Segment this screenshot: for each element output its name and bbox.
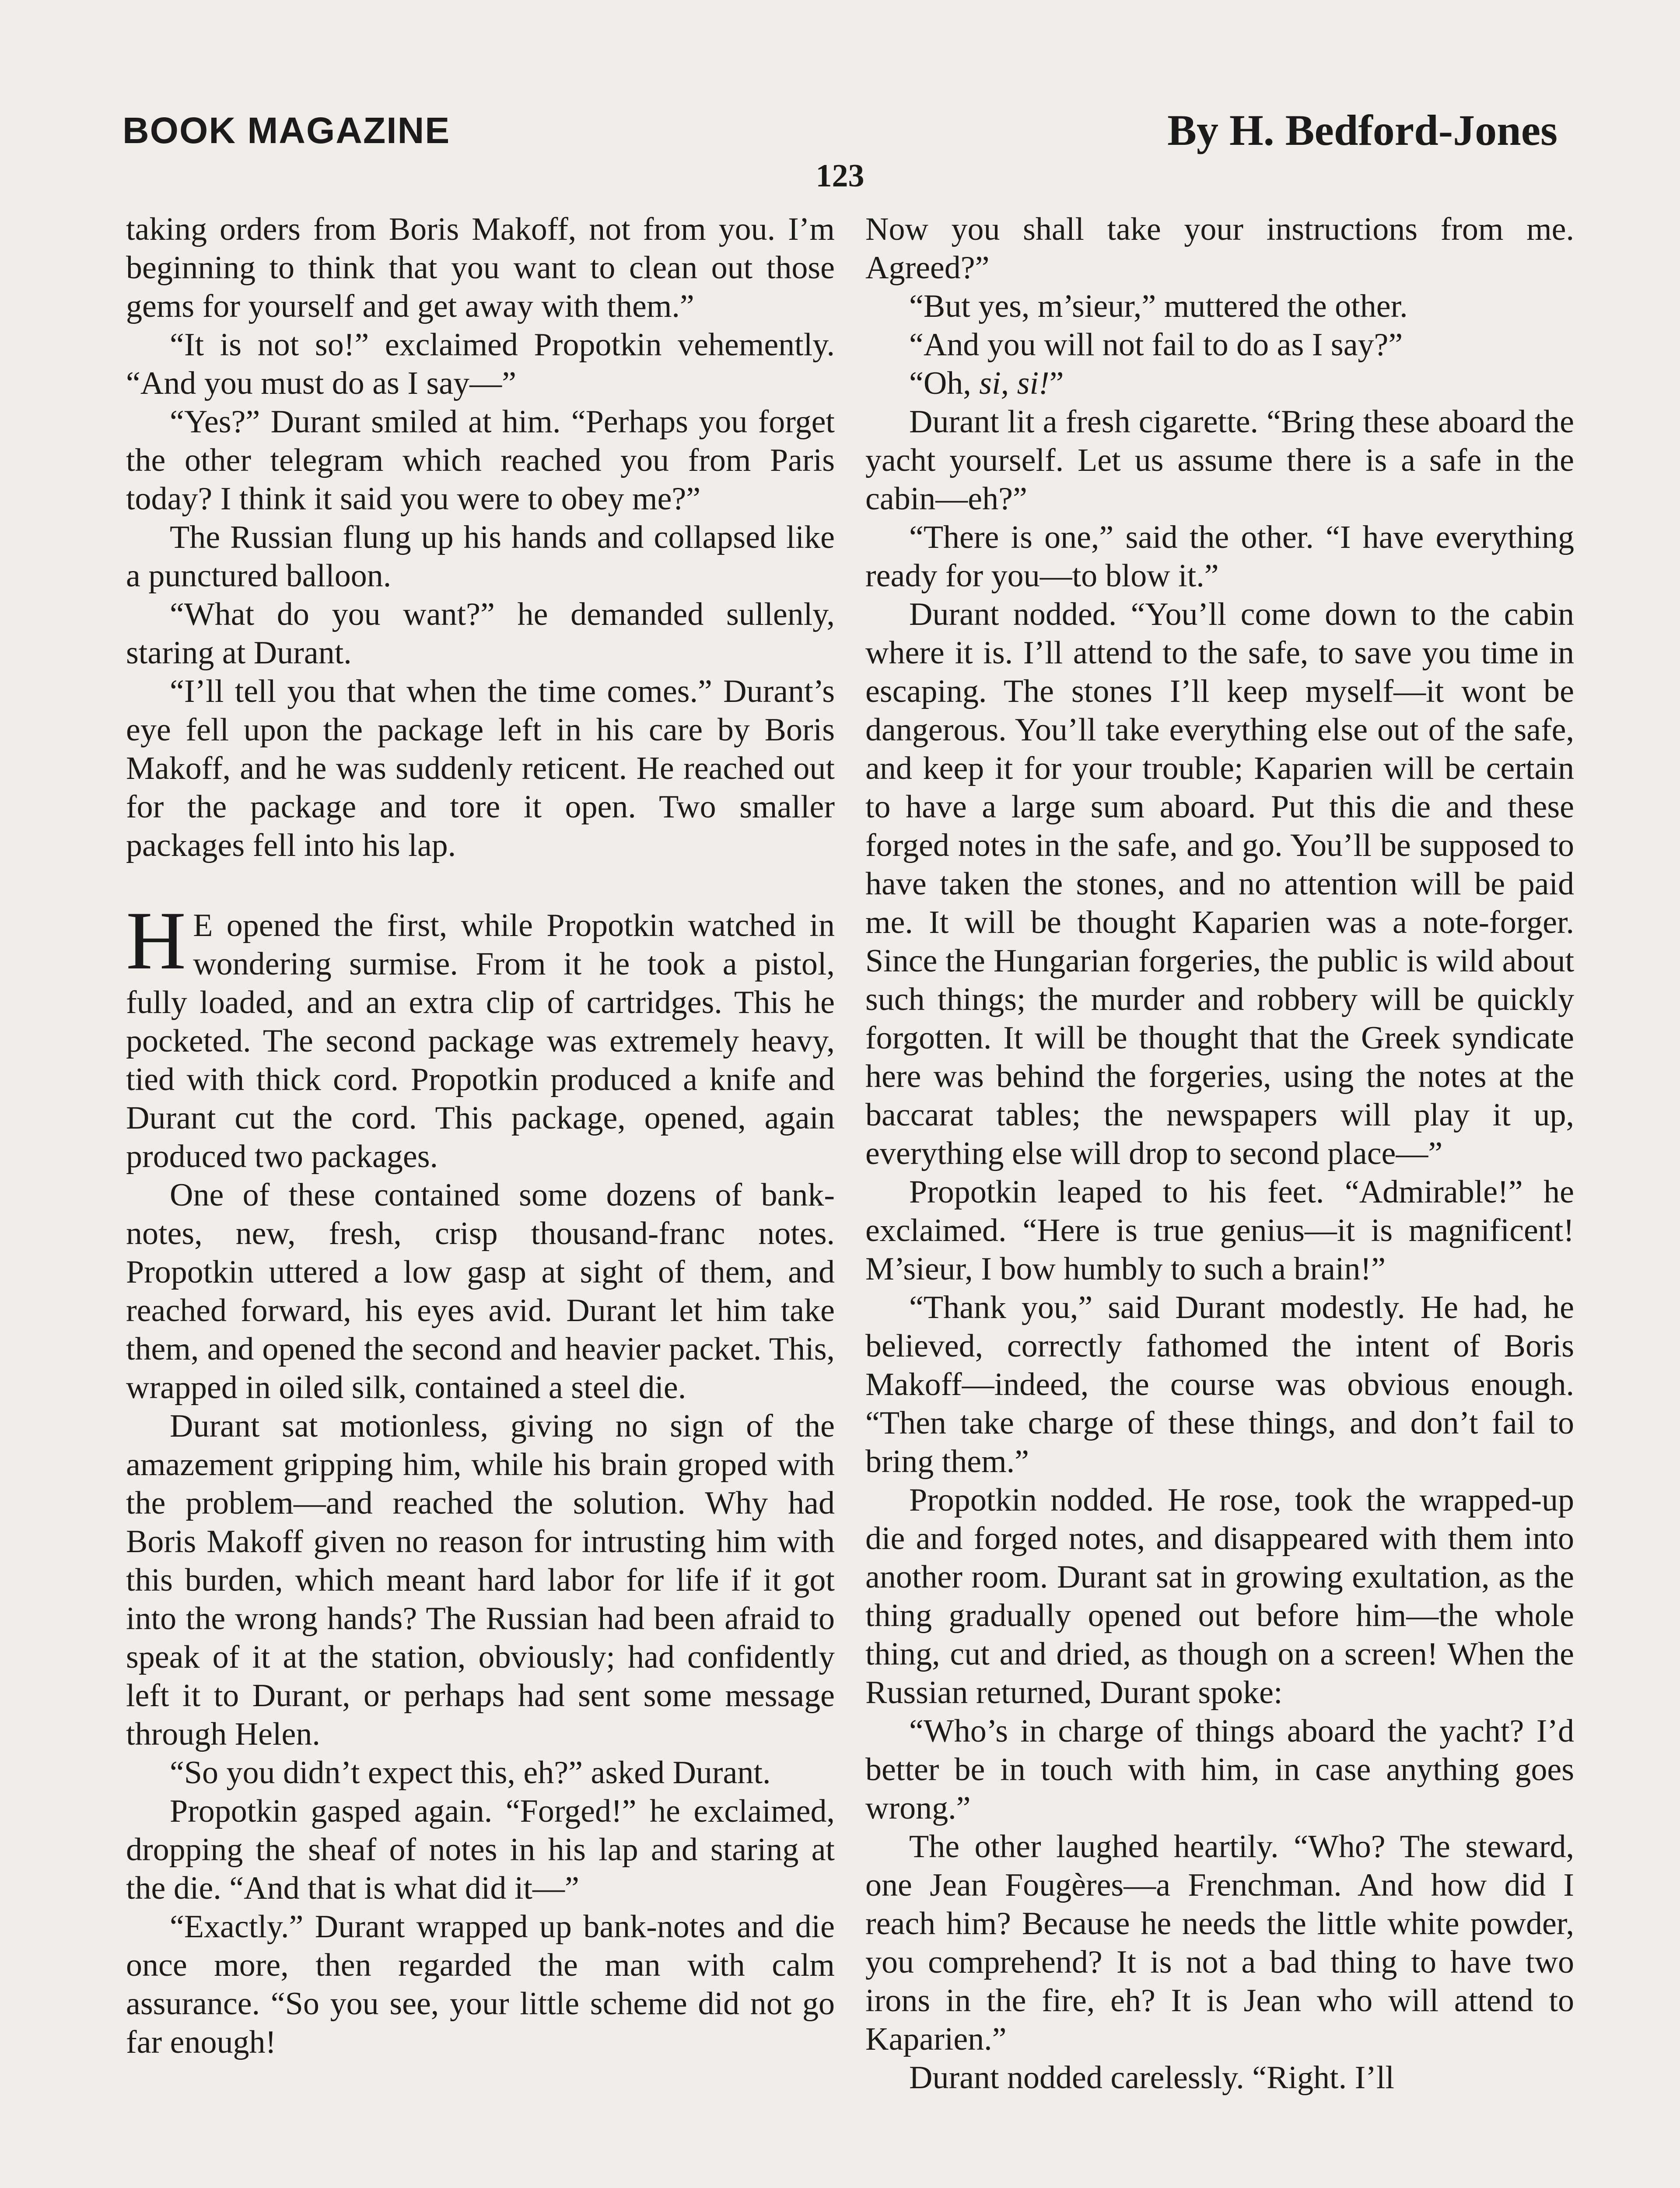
paragraph: Propotkin nodded. He rose, took the wrapped-up die and forged notes, and disappeared with them into another room. Durant sat in growing exultation, as the thing gradually opened out before him—the whole thing, cut and dried, as though on a screen! When the Russian returned, Durant spoke:: [865, 1482, 1574, 1711]
paragraph: One of these contained some dozens of bank-notes, new, fresh, crisp thousand-franc notes. Propotkin uttered a low gasp at sight of them, and reached forward, his eyes avid. Durant let him take them, and opened the second and heavier packet. This, wrapped in oiled silk, contained a steel die.: [126, 1177, 835, 1406]
page-number: 123: [816, 158, 864, 194]
paragraph: Now you shall take your instructions from me. Agreed?”: [865, 211, 1574, 286]
left-column: [126, 210, 835, 2062]
paragraph: The other laughed heartily. “Who? The steward, one Jean Fougères—a Frenchman. And how did I reach him? Because he needs the little white powder, you comprehend? It is not a bad thing to have two irons in the fire, eh? It is Jean who will attend to Kaparien.”: [865, 1829, 1574, 2057]
paragraph: [865, 364, 1574, 403]
paragraph: Durant nodded. “You’ll come down to the cabin where it is. I’ll attend to the safe, to save you time in escaping. The stones I’ll keep myself—it wont be dangerous. You’ll take everything else out of the safe, and keep it for your trouble; Kaparien will be certain to have a large sum aboard. Put this die and these forged notes in the safe, and go. You’ll be supposed to have taken the stones, and no attention will be paid me. It will be thought Kaparien was a note-forger. Since the Hungarian forgeries, the public is wild about such things; the murder and robbery will be quickly forgotten. It will be thought that the Greek syndicate here was behind the forgeries, using the notes at the baccarat tables; the newspapers will play it up, everything else will drop to second place—”: [865, 596, 1574, 1171]
right-column: [865, 210, 1574, 2097]
paragraph: “Yes?” Durant smiled at him. “Perhaps you forget the other telegram which reached you from Paris today? I think it said you were to obey me?”: [126, 404, 835, 517]
paragraph: taking orders from Boris Makoff, not from you. I’m beginning to think that you want to clean out those gems for yourself and get away with them.”: [126, 211, 835, 324]
drop-cap: H: [126, 895, 186, 987]
paragraph: Durant sat motionless, giving no sign of the amazement gripping him, while his brain groped with the problem—and reached the solution. Why had Boris Makoff given no reason for intrusting him with this burden, which meant hard labor for life if it got into the wrong hands? The Russian had been afraid to speak of it at the station, obviously; had confidently left it to Durant, or perhaps had sent some message through Helen.: [126, 1408, 835, 1752]
paragraph-text: “Oh,: [909, 365, 980, 401]
paragraph: “But yes, m’sieur,” muttered the other.: [909, 288, 1408, 324]
italic-text: si, si!: [979, 365, 1050, 401]
paragraph: “Who’s in charge of things aboard the yacht? I’d better be in touch with him, in case anything goes wrong.”: [865, 1713, 1574, 1826]
paragraph: Durant nodded carelessly. “Right. I’ll: [909, 2060, 1394, 2096]
section-paragraph: [126, 895, 835, 1176]
paragraph: “I’ll tell you that when the time comes.” Durant’s eye fell upon the package left in his care by Boris Makoff, and he was suddenly reticent. He reached out for the package and tore it open. Two smaller packages fell into his lap.: [126, 673, 835, 863]
paragraph: “And you will not fail to do as I say?”: [909, 327, 1403, 363]
paragraph: “So you didn’t expect this, eh?” asked Durant.: [170, 1755, 771, 1791]
paragraph: “What do you want?” he demanded sullenly, staring at Durant.: [126, 596, 835, 671]
paragraph-text: E opened the first, while Propotkin watched in wondering surmise. From it he took a pistol, fully loaded, and an extra clip of cartridges. This he pocketed. The second package was extremely heavy, tied with thick cord. Propotkin produced a knife and Durant cut the cord. This package, opened, again produced two packages.: [126, 908, 835, 1175]
paragraph: “There is one,” said the other. “I have everything ready for you—to blow it.”: [865, 519, 1574, 594]
paragraph: “It is not so!” exclaimed Propotkin vehemently. “And you must do as I say—”: [126, 327, 835, 401]
magazine-title: BOOK MAGAZINE: [122, 110, 451, 151]
paragraph: The Russian flung up his hands and collapsed like a punctured balloon.: [126, 519, 835, 594]
paragraph: Propotkin gasped again. “Forged!” he exclaimed, dropping the sheaf of notes in his lap and staring at the die. “And that is what did it—”: [126, 1793, 835, 1906]
paragraph: “Thank you,” said Durant modestly. He had, he believed, correctly fathomed the intent of Boris Makoff—indeed, the course was obvious enough. “Then take charge of these things, and don’t fail to bring them.”: [865, 1290, 1574, 1480]
paragraph: “Exactly.” Durant wrapped up bank-notes and die once more, then regarded the man with calm assurance. “So you see, your little scheme did not go far enough!: [126, 1909, 835, 2060]
paragraph: Propotkin leaped to his feet. “Admirable!” he exclaimed. “Here is true genius—it is magnificent! M’sieur, I bow humbly to such a brain!”: [865, 1174, 1574, 1287]
author-byline: By H. Bedford-Jones: [1167, 106, 1558, 154]
paragraph: Durant lit a fresh cigarette. “Bring these aboard the yacht yourself. Let us assume there is a safe in the cabin—eh?”: [865, 404, 1574, 517]
paragraph-text: ”: [1049, 365, 1064, 401]
